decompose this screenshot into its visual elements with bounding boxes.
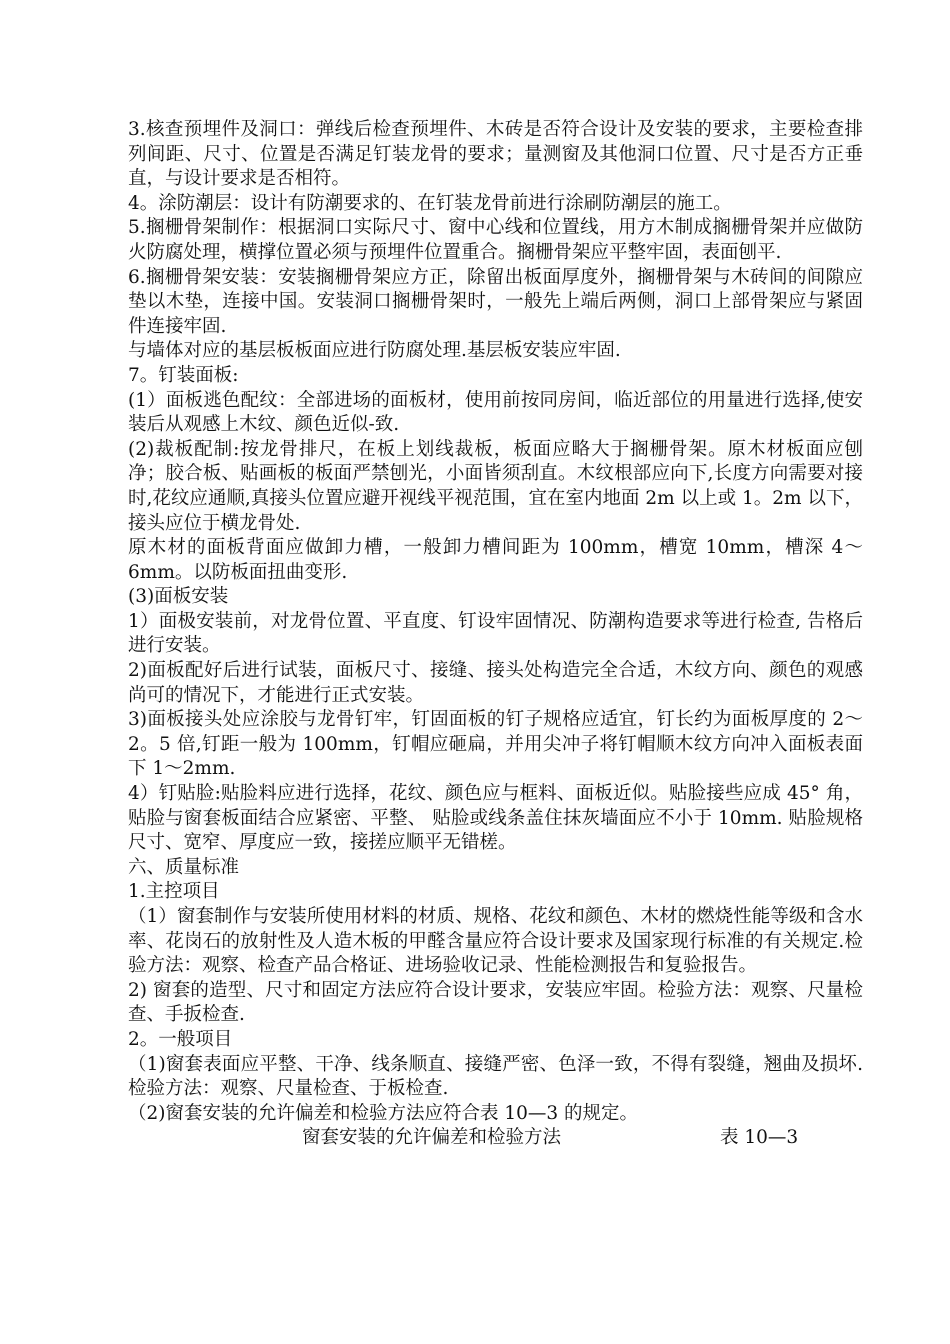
paragraph-step-1: 1）面极安装前，对龙骨位置、平直度、钉设牢固情况、防潮构造要求等进行检查, 告格后进行安装。 <box>128 610 863 657</box>
paragraph-base-board: 与墙体对应的基层板板面应进行防腐处理.基层板安装应牢固. <box>128 340 621 362</box>
paragraph-main-item-1: （1）窗套制作与安装所使用材料的材质、规格、花纹和颜色、木材的燃烧性能等级和含水率、花岗石的放射性及人造木板的甲醛含量应符合设计要求及国家现行标准的有关规定.检验方法：观察、检查产品合格证、进场验收记录、性能检测报告和复验报告。 <box>128 906 863 977</box>
paragraph-4-moisture-layer: 4。涂防潮层：设计有防潮要求的、在钉装龙骨前进行涂刷防潮层的施工。 <box>128 192 732 214</box>
paragraph-5-grid-frame-making: 5.搁栅骨架制作：根据洞口实际尺寸、窗中心线和位置线，用方木制成搁栅骨架并应做防火防腐处理，横撑位置必须与预埋件位置重合。搁栅骨架应平整牢固，表面刨平. <box>128 217 863 263</box>
paragraph-7-1-color-matching: (1）面板逃色配纹：全部进场的面板材，使用前按同房间，临近部位的用量进行选择,使安装后从观感上木纹、颜色近似-致. <box>128 389 863 436</box>
document-body <box>128 118 863 1151</box>
paragraph-relief-groove: 原木材的面板背面应做卸力槽，一般卸力槽间距为 100mm，槽宽 10mm，槽深 4～6mm。以防板面扭曲变形. <box>128 537 863 583</box>
paragraph-general-item-2: （2)窗套安装的允许偏差和检验方法应符合表 10—3 的规定。 <box>128 1102 639 1124</box>
paragraph-step-4: 4）钉贴脸:贴脸料应进行选择，花纹、颜色应与框料、面板近似。贴脸接些应成 45° 角，贴脸与窗套板面结合应紧密、平整、 贴脸或线条盖住抹灰墙面应不小于 10mm. 贴脸规格尺寸、宽窄、厚度应一致，接搓应顺平无错槎。 <box>128 783 863 854</box>
paragraph-main-item-2: 2) 窗套的造型、尺寸和固定方法应符合设计要求，安装应牢固。检验方法：观察、尺量检查、手扳检查. <box>128 979 863 1026</box>
subheading-main-items: 1.主控项目 <box>128 881 220 903</box>
paragraph-step-3: 3)面板接头处应涂胶与龙骨钉牢，钉固面板的钉子规格应适宜，钉长约为面板厚度的 2～2。5 倍,钉距一般为 100mm，钉帽应砸扁，并用尖冲子将钉帽顺木纹方向冲入面板表面下 1～2mm. <box>128 709 863 780</box>
paragraph-7-3-panel-install: (3)面板安装 <box>128 586 229 608</box>
section-heading-quality-standard: 六、质量标准 <box>128 856 240 878</box>
table-caption-number: 表 10—3 <box>720 1127 799 1149</box>
subheading-general-items: 2。一般项目 <box>128 1028 233 1050</box>
paragraph-7-nail-panel: 7。钉装面板: <box>128 364 239 386</box>
paragraph-step-2: 2)面板配好后进行试装，面板尺寸、接缝、接头处构造完全合适，木纹方向、颜色的观感尚可的情况下，才能进行正式安装。 <box>128 660 863 706</box>
table-caption-title: 窗套安装的允许偏差和检验方法 <box>302 1127 562 1149</box>
table-caption <box>128 1126 863 1151</box>
paragraph-general-item-1: （1)窗套表面应平整、干净、线条顺直、接缝严密、色泽一致，不得有裂缝，翘曲及损坏.检验方法：观察、尺量检查、于板检查. <box>128 1053 863 1100</box>
paragraph-6-grid-frame-install: 6.搁栅骨架安装：安装搁栅骨架应方正，除留出板面厚度外，搁栅骨架与木砖间的间隙应垫以木垫，连接中国。安装洞口搁栅骨架时，一般先上端后两侧，洞口上部骨架应与紧固件连接牢固. <box>128 266 863 337</box>
paragraph-3-check-embedded-parts: 3.核查预埋件及洞口：弹线后检查预埋件、木砖是否符合设计及安装的要求，主要检查排列间距、尺寸、位置是否满足钉装龙骨的要求；量测窗及其他洞口位置、尺寸是否方正垂直，与设计要求是否相符。 <box>128 119 863 190</box>
paragraph-7-2-cutting: (2)裁板配制:按龙骨排尺，在板上划线裁板，板面应略大于搁栅骨架。原木材板面应刨净；胶合板、贴画板的板面严禁刨光，小面皆须刮直。木纹根部应向下,长度方向需要对接时,花纹应通顺,真接头位置应避开视线平视范围，宜在室内地面 2m 以上或 1。2m 以下，接头应位于横龙骨处. <box>128 438 863 534</box>
